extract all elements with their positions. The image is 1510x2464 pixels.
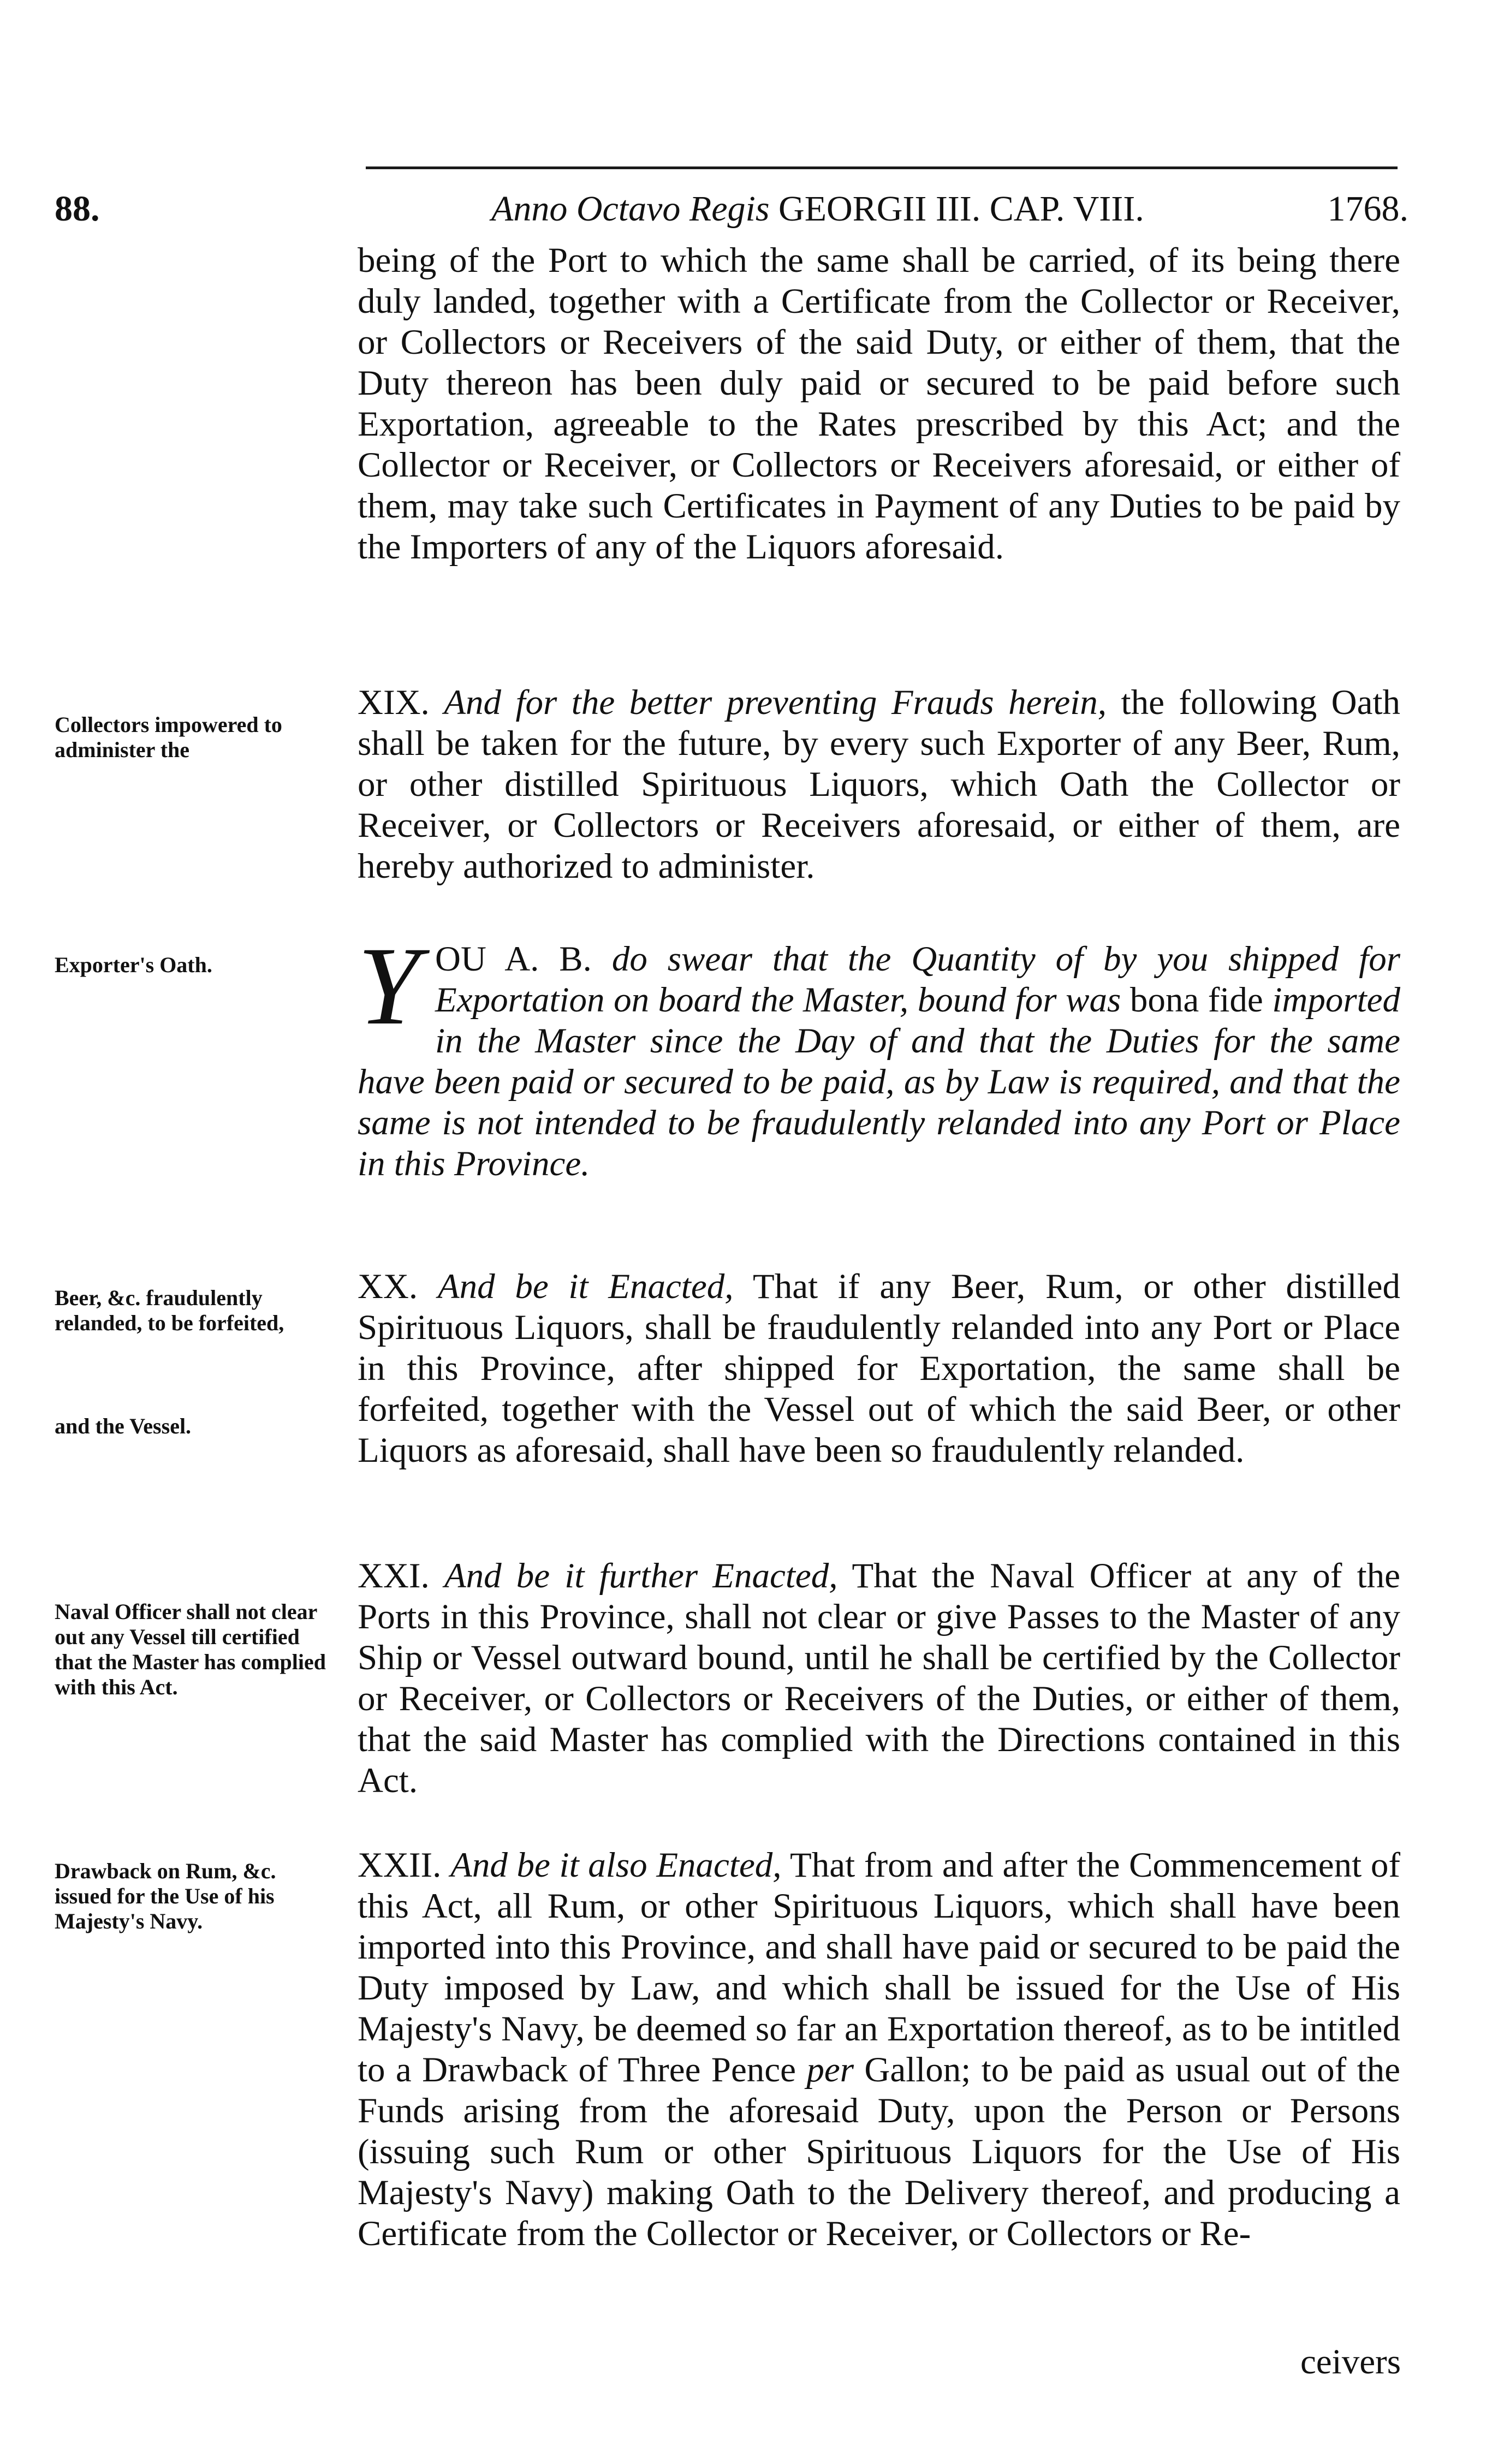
margin-note-naval: Naval Officer shall not clear out any Vessel till certified that the Master has complied with this Act.: [55, 1599, 326, 1699]
oath-bona-fide: bona fide: [1129, 980, 1263, 1020]
section-intro: And for the better preventing Frauds herein,: [444, 683, 1107, 722]
section-number: XX.: [358, 1267, 418, 1306]
section-number: XXI.: [358, 1556, 430, 1596]
page-number: 88.: [55, 189, 100, 229]
section-number: XXII.: [358, 1846, 442, 1885]
section-intro: And be it further Enacted,: [444, 1556, 838, 1596]
running-title-upright: GEORGII III. CAP. VIII.: [778, 189, 1144, 229]
paragraph-continuation: [358, 240, 1400, 568]
section-intro: And be it also Enacted,: [450, 1846, 782, 1885]
section-number: XIX.: [358, 683, 430, 722]
paragraph-xix: [358, 682, 1400, 887]
year: 1768.: [1327, 189, 1408, 229]
exporter-oath: [358, 924, 1401, 1185]
running-title-italic: Anno Octavo Regis: [491, 189, 770, 229]
paragraph-xxii: [358, 1845, 1400, 2254]
margin-note-collectors: Collectors impowered to administer the: [55, 712, 282, 762]
section-text-1: That from and after the Commencement of this Act, all Rum, or other Spirituous Liquors, which shall have been imported into this Province, and shall have paid or secured to be paid the Duty imposed by Law, and which shall be issued for the Use of His Majesty's Navy, be deemed so far an Exportation thereof, as to be intitled to a Drawback of Three Pence: [358, 1846, 1400, 2090]
oath-part-1: do swear that the Quantity of by you shipped for Exportation on board the Master, bound for: [435, 939, 1401, 1020]
section-text: the following Oath shall be taken for the future, by every such Exporter of any Beer, Rum, or other distilled Spirituous Liquors, which Oath the Collector or Receiver, or Collectors or Receivers aforesaid, or either of them, are hereby authorized to administer.: [358, 683, 1401, 886]
section-text: That if any Beer, Rum, or other distilled Spirituous Liquors, shall be fraudulently relanded into any Port or Place in this Province, after shipped for Exportation, the same shall be forfeited, together with the Vessel out of which the said Beer, or other Liquors as aforesaid, shall have been so fraudulently relanded.: [358, 1267, 1400, 1470]
paragraph-text: being of the Port to which the same shall be carried, of its being there duly landed, together with a Certificate from the Collector or Receiver, or Collectors or Receivers of the said Duty, or either of them, that the Duty thereon has been duly paid or secured to be paid before such Exportation, agreeable to the Rates prescribed by this Act; and the Collector or Receiver, or Collectors or Receivers aforesaid, or either of them, may take such Certificates in Payment of any Duties to be paid by the Importers of any of the Liquors aforesaid.: [358, 241, 1400, 567]
section-per: per: [806, 2050, 854, 2090]
oath-start: OU A. B.: [435, 939, 592, 979]
section-intro: And be it Enacted,: [437, 1267, 734, 1306]
paragraph-xxi: [358, 1556, 1400, 1801]
header-rule: [366, 166, 1398, 169]
page-header: [55, 188, 1408, 243]
drop-cap: Y: [358, 924, 420, 1048]
margin-note-drawback: Drawback on Rum, &c. issued for the Use of his Majesty's Navy.: [55, 1859, 276, 1933]
oath-part-2: was: [1066, 980, 1121, 1020]
oath-part-4: imported in the Master since the Day of and that the Duties for the same have been paid or secured to be paid, as by Law is required, and that the same is not intended to be fraudulently relanded into any Port or Place in this Province.: [358, 980, 1401, 1183]
section-text: That the Naval Officer at any of the Ports in this Province, shall not clear or give Passes to the Master of any Ship or Vessel outward bound, until he shall be certified by the Collector or Receiver, or Collectors or Receivers of the Duties, or either of them, that the said Master has complied with the Directions contained in this Act.: [358, 1556, 1401, 1800]
margin-note-exporter: Exporter's Oath.: [55, 953, 212, 977]
paragraph-xx: [358, 1266, 1400, 1471]
section-text-2: Gallon; to be paid as usual out of the Funds arising from the aforesaid Duty, upon the Person or Persons (issuing such Rum or other Spirituous Liquors for the Use of His Majesty's Navy) making Oath to the Delivery thereof, and producing a Certificate from the Collector or Receiver, or Collectors or Re-: [358, 2050, 1400, 2253]
catchword: ceivers: [1300, 2342, 1401, 2382]
running-title: [491, 188, 1144, 230]
margin-note-vessel: and the Vessel.: [55, 1414, 192, 1438]
margin-note-beer: Beer, &c. fraudulently relanded, to be forfeited,: [55, 1285, 284, 1335]
